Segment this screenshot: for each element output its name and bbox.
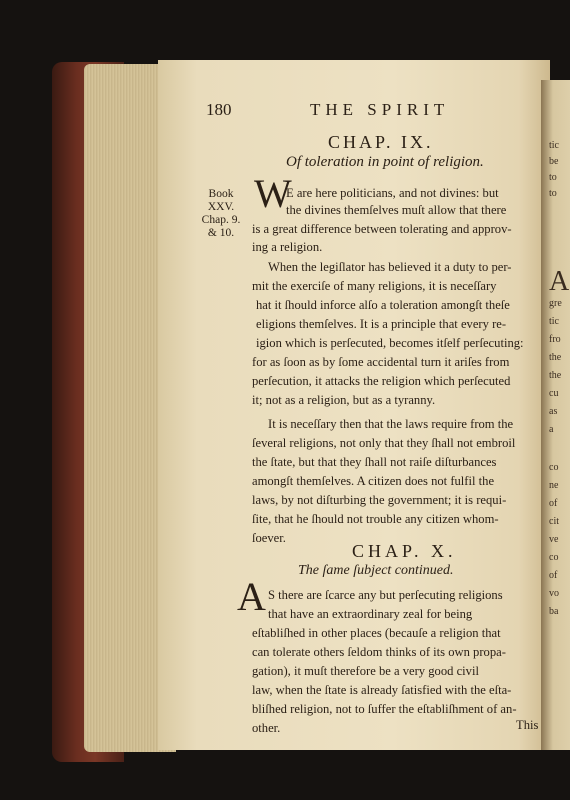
text-line: can tolerate others ſeldom thinks of its own propa- [252, 645, 506, 659]
text-line: the divines themſelves muſt allow that there [286, 203, 507, 217]
margin-note-line: XXV. [207, 201, 235, 213]
fragment: of [549, 570, 558, 581]
facing-page-edge [541, 80, 570, 750]
text-line: It is neceſſary then that the laws require from the [268, 417, 514, 431]
text-line: gation), it muſt therefore be a very good civil [252, 664, 479, 678]
fragment: the [549, 352, 562, 363]
fragment: ba [549, 606, 559, 617]
fragment: to [549, 188, 557, 199]
text-line: is a great difference between tolerating and approv- [252, 222, 512, 236]
fragment: as [549, 406, 558, 417]
text-line: the ſtate, but that they ſhall not raiſe diſturbances [252, 455, 497, 469]
text-line: bliſhed religion, not to ſuffer the eſtabliſhment of an- [252, 702, 517, 716]
text-line: that have an extraordinary zeal for being [268, 607, 473, 621]
chapter-title: CHAP. IX. [328, 132, 434, 152]
fragment: vo [549, 588, 559, 599]
fragment: fro [549, 334, 561, 345]
text-line: ſoever. [252, 531, 286, 545]
book-page [158, 60, 550, 750]
drop-capital: W [254, 171, 292, 216]
fragment: of [549, 498, 558, 509]
text-line: for as ſoon as by ſome accidental turn it ariſes from [252, 355, 510, 369]
fragment: cu [549, 388, 559, 399]
text-line: S there are ſcarce any but perſecuting religions [268, 588, 503, 602]
fragment: tic [549, 140, 559, 151]
text-line: E are here politicians, and not divines: but [286, 186, 499, 200]
text-line: it; not as a religion, but as a tyranny. [252, 393, 436, 407]
text-line: hat it ſhould inforce alſo a toleration amongſt theſe [256, 298, 510, 312]
fragment: A [549, 266, 570, 297]
fragment: be [549, 156, 559, 167]
catchword: This [516, 718, 539, 732]
drop-capital: A [237, 574, 266, 619]
margin-note-line: Chap. 9. [201, 214, 241, 226]
fragment: the [549, 370, 562, 381]
text-line: eligions themſelves. It is a principle that every re- [256, 317, 507, 331]
text-line: igion which is perſecuted, becomes itſelf perſecuting: [256, 336, 524, 350]
fragment: ne [549, 480, 559, 491]
fragment: gre [549, 298, 562, 309]
fragment: cit [549, 516, 559, 527]
text-line: ſeveral religions, not only that they ſhall not embroil [252, 436, 516, 450]
page-header [206, 100, 534, 124]
text-line: law, when the ſtate is already ſatisfied with the eſta- [252, 683, 512, 697]
margin-note-line: Book [208, 188, 234, 200]
fragment: ve [549, 534, 559, 545]
chapter-subtitle: Of toleration in point of religion. [286, 154, 484, 170]
text-line: eſtabliſhed in other places (becauſe a religion that [252, 626, 501, 640]
margin-note [196, 188, 246, 240]
text-line: mit the exerciſe of many religions, it is neceſſary [252, 279, 497, 293]
page-number: 180 [206, 100, 232, 119]
text-line: ſite, that he ſhould not trouble any citizen whom- [252, 512, 499, 526]
text-line: When the legiſlator has believed it a duty to per- [268, 260, 512, 274]
fragment: co [549, 462, 559, 473]
text-line: amongſt themſelves. A citizen does not fulfil the [252, 474, 495, 488]
fragment: co [549, 552, 559, 563]
chapter-title: CHAP. X. [352, 541, 457, 561]
running-title: THE SPIRIT [310, 100, 450, 119]
fragment: a [549, 424, 554, 435]
chapter-subtitle: The ſame ſubject continued. [298, 563, 454, 578]
margin-note-line: & 10. [207, 227, 235, 239]
text-line: laws, by not diſturbing the government; it is requi- [252, 493, 507, 507]
text-line: other. [252, 721, 281, 735]
fragment: tic [549, 316, 559, 327]
fragment: to [549, 172, 557, 183]
text-line: ing a religion. [252, 240, 323, 254]
text-line: perſecution, it attacks the religion which perſecuted [252, 374, 511, 388]
